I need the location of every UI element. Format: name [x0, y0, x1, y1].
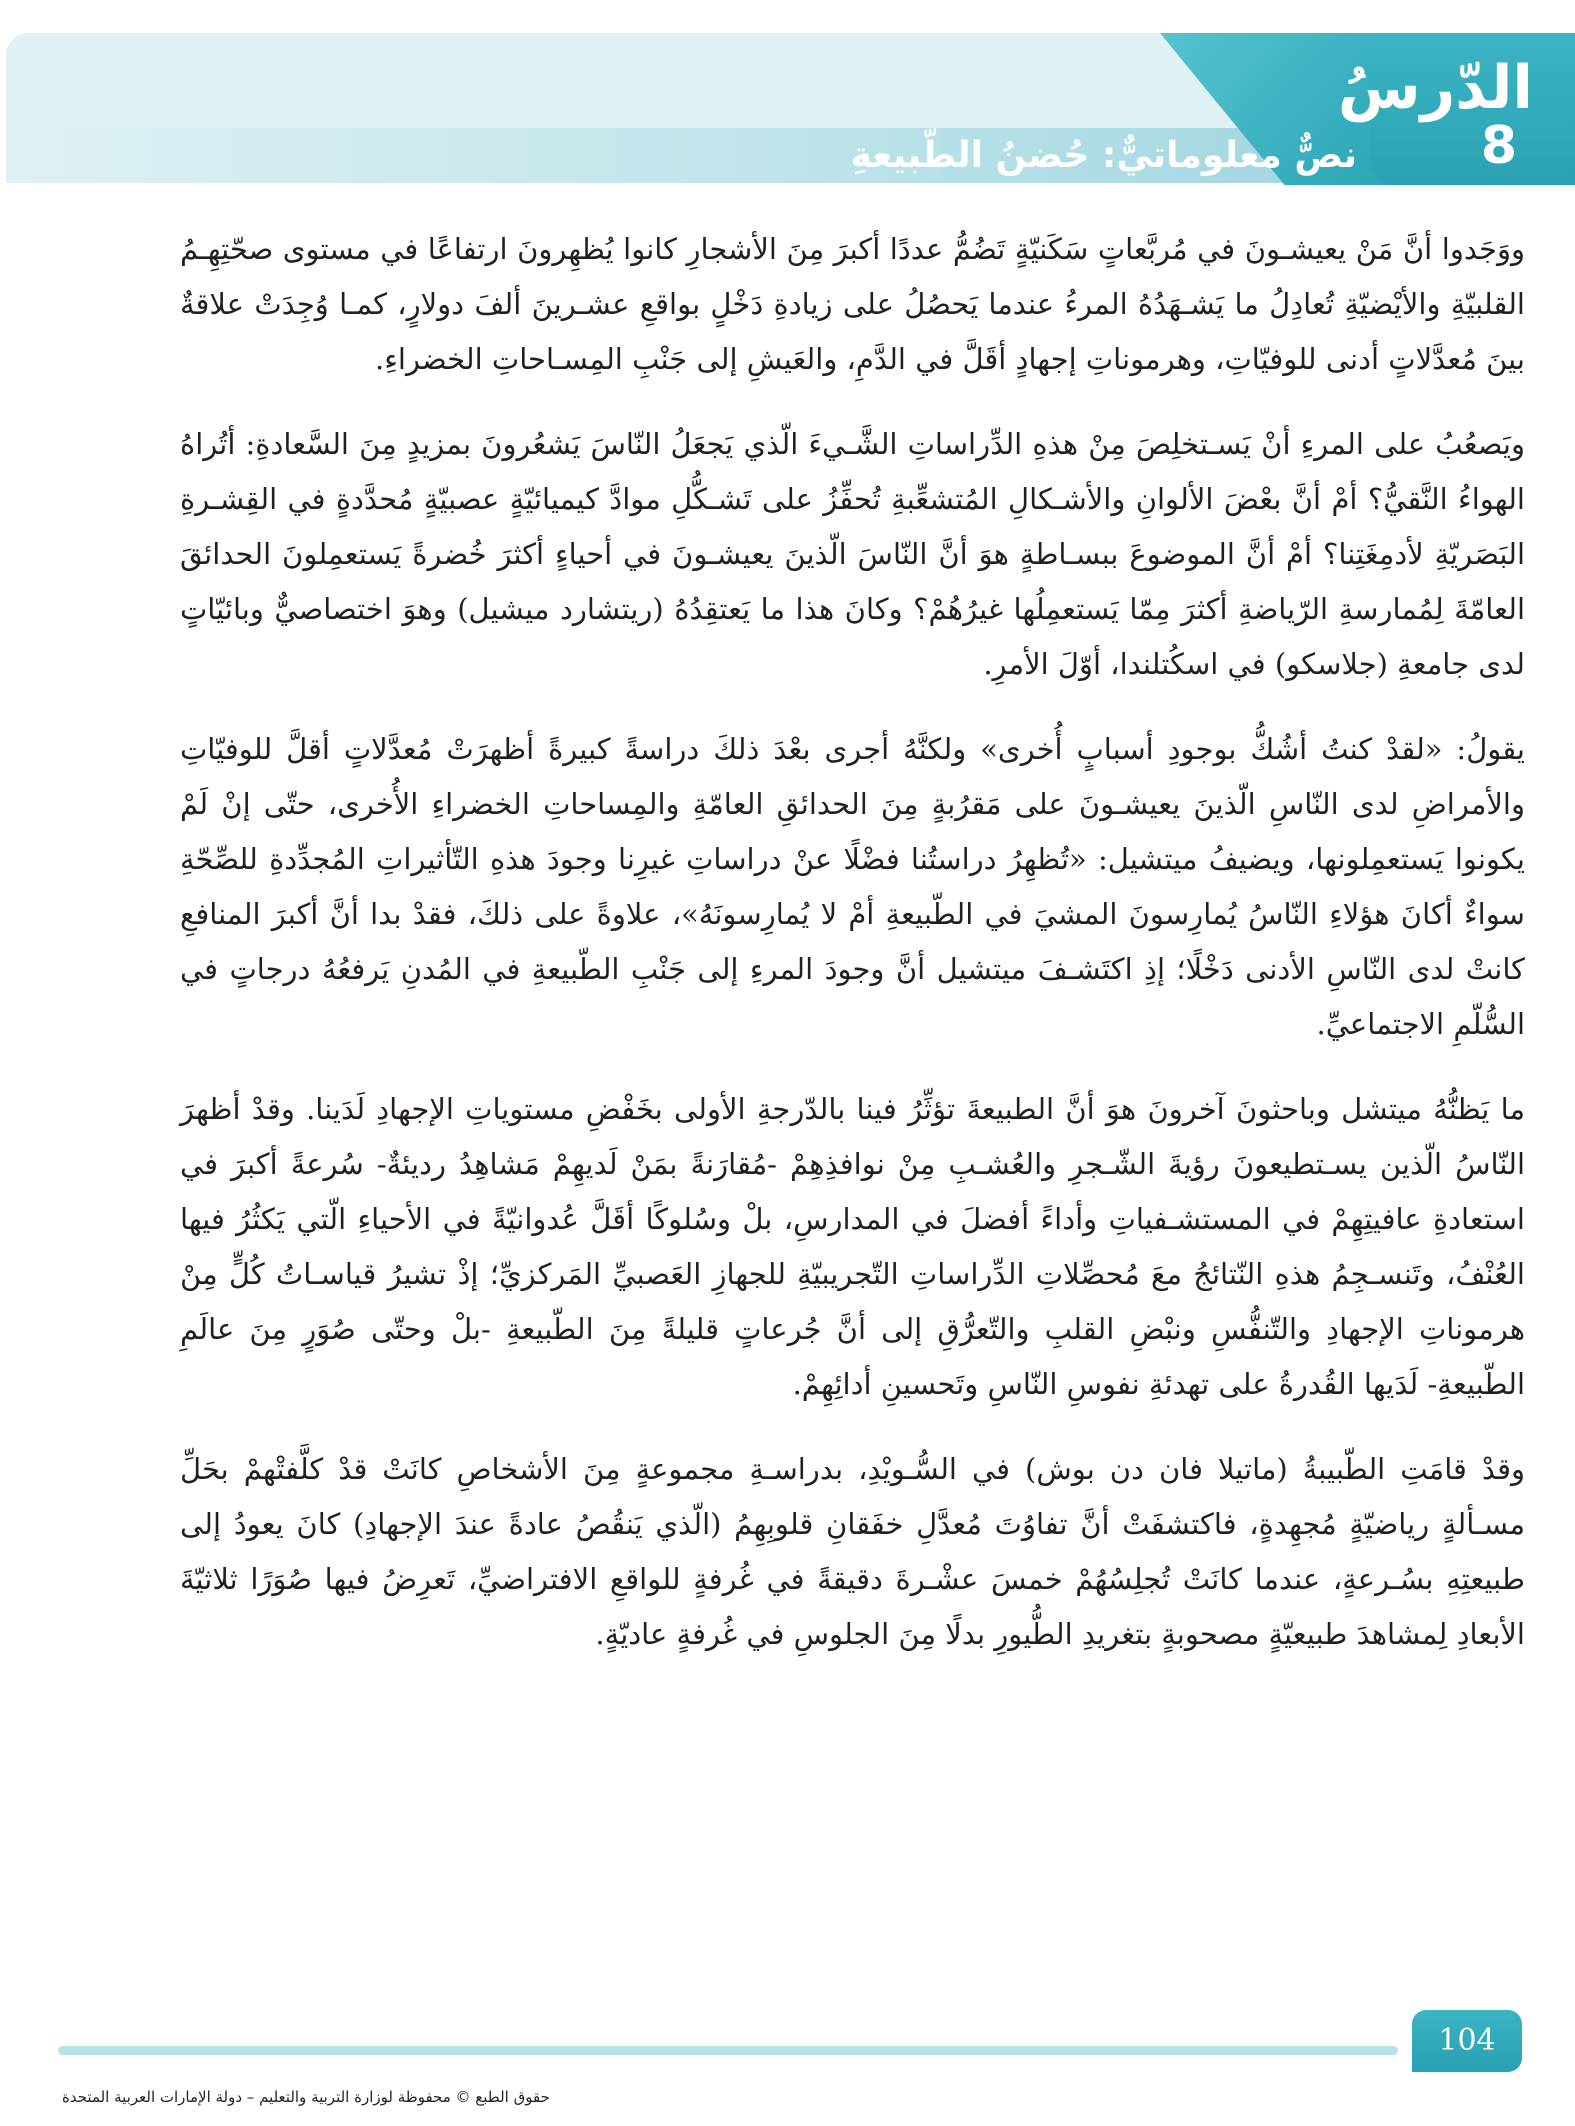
paragraph: ما يَظنُّهُ ميتشل وباحثونَ آخرونَ هوَ أنَّ الطبيعةَ تؤثِّرُ فينا بالدّرجةِ الأولى بخَفْضِ مستوياتِ الإجهادِ لَدَينا. وقدْ أظهرَ النّاسُ الّذين يسـتطيعونَ رؤيةَ الشّـجرِ والعُشـبِ مِنْ نوافذِهِمْ -مُقارَنةً بمَنْ لَديهِمْ مَشاهِدُ رديئةٌ- سُرعةً أكبرَ في استعادةِ عافيتِهِمْ في المستشـفياتِ وأداءً أفضلَ في المدارسِ، بلْ وسُلوكًا أقَلَّ عُدوانيّةً في الأحياءِ الّتي يَكثُرُ فيها العُنْفُ، وتَنسـجِمُ هذهِ النّتائجُ معَ مُحصِّلاتِ الدِّراساتِ التّجريبيّةِ للجهازِ العَصبيِّ المَركزيِّ؛ إذْ تشيرُ قياسـاتُ كُلٍّ مِنْ هرموناتِ الإجهادِ والتّنفُّسِ ونبْضِ القلبِ والتّعرُّقِ إلى أنَّ جُرعاتٍ قليلةً مِنَ الطّبيعةِ -بلْ وحتّى صُوَرٍ مِنَ عالَمِ الطّبيعةِ- لَدَيها القُدرةُ على تهدئةِ نفوسِ النّاسِ وتَحسينِ أدائِهِمْ. — [180, 1092, 1525, 1401]
lesson-title: نصٌّ معلوماتيٌّ: حُضنُ الطّبيعةِ — [850, 135, 1357, 176]
footer-divider — [58, 2046, 1398, 2055]
paragraph: وقدْ قامَتِ الطّبيبةُ (ماتيلا فان دن بوش) في السُّـويْدِ، بدراسـةِ مجموعةٍ مِنَ الأشخاصِ كانَتْ قدْ كلَّفتْهمْ بحَلِّ مسـألةٍ رياضيّةٍ مُجهِدةٍ، فاكتشفَتْ أنَّ تفاوُتَ مُعدَّلِ خفَقانِ قلوبِهِمُ (الّذي يَنقُصُ عادةً عندَ الإجهادِ) كانَ يعودُ إلى طبيعتِهِ بسُـرعةٍ، عندما كانَتْ تُجلِسُهُمْ خمسَ عشْـرةَ دقيقةً في غُرفةٍ للواقعِ الافتراضيِّ، تَعرِضُ فيها صُوَرًا ثلاثيّةَ الأبعادِ لِمشاهدَ طبيعيّةٍ مصحوبةٍ بتغريدِ الطُّيورِ بدلًا مِنَ الجلوسِ في غُرفةٍ عاديّةٍ. — [180, 1452, 1525, 1651]
paragraph: يقولُ: «لقدْ كنتُ أشُكُّ بوجودِ أسبابٍ أُخرى» ولكنَّهُ أجرى بعْدَ ذلكَ دراسةً كبيرةً أظهرَتْ مُعدَّلاتٍ أقلَّ للوفيّاتِ والأمراضِ لدى النّاسِ الّذينَ يعيشـونَ على مَقرُبةٍ مِنَ الحدائقِ العامّةِ والمِساحاتِ الخضراءِ الأُخرى، حتّى إنْ لَمْ يكونوا يَستعمِلونها، ويضيفُ ميتشيل: «تُظهِرُ دراستُنا فضْلًا عنْ دراساتِ غيرِنا وجودَ هذهِ التّأثيراتِ المُجدِّدةِ للصِّحّةِ سواءٌ أكانَ هؤلاءِ النّاسُ يُمارِسونَ المشيَ في الطّبيعةِ أمْ لا يُمارِسونَهُ»، علاوةً على ذلكَ، فقدْ بدا أنَّ أكبرَ المنافعِ كانتْ لدى النّاسِ الأدنى دَخْلًا؛ إذِ اكتَشـفَ ميتشيل أنَّ وجودَ المرءِ إلى جَنْبِ الطّبيعةِ في المُدنِ يَرفعُهُ درجاتٍ في السُّلّمِ الاجتماعيِّ. — [180, 732, 1525, 1041]
article-body — [180, 222, 1525, 1692]
paragraph: ووَجَدوا أنَّ مَنْ يعيشـونَ في مُربَّعاتٍ سَكَنيّةٍ تَضُمُّ عددًا أكبرَ مِنَ الأشجارِ كانوا يُظهِرونَ ارتفاعًا في مستوى صحّتِهِـمُ القلبيّةِ والأيْضيّةِ تُعادِلُ ما يَشـهَدُهُ المرءُ عندما يَحصُلُ على زيادةِ دَخْلٍ بواقعِ عشـرينَ ألفَ دولارٍ، كمـا وُجِدَتْ علاقةٌ بينَ مُعدَّلاتٍ أدنى للوفيّاتِ، وهرموناتِ إجهادٍ أقَلَّ في الدَّمِ، والعَيشِ إلى جَنْبِ المِسـاحاتِ الخضراءِ. — [180, 232, 1525, 376]
lesson-label: الدّرسُ — [1337, 53, 1533, 123]
copyright-notice: حقوق الطبع © محفوظة لوزارة التربية والتعليم – دولة الإمارات العربية المتحدة — [62, 2088, 550, 2106]
lesson-number: 8 — [1480, 116, 1517, 176]
page-number: 104 — [1412, 2010, 1522, 2072]
paragraph: ويَصعُبُ على المرءِ أنْ يَسـتخلِصَ مِنْ هذهِ الدِّراساتِ الشَّـيءَ الّذي يَجعَلُ النّاسَ يَشعُرونَ بمزيدٍ مِنَ السَّعادةِ: أتُراهُ الهواءُ النَّقيُّ؟ أمْ أنَّ بعْضَ الألوانِ والأشـكالِ المُتشعِّبةِ تُحفِّزُ على تَشـكُّلِ موادَّ كيميائيّةٍ عصبيّةٍ مُحدَّدةٍ في القِشـرةِ البَصَريّةِ لأدمِغَتِنا؟ أمْ أنَّ الموضوعَ ببسـاطةٍ هوَ أنَّ النّاسَ الّذينَ يعيشـونَ في أحياءٍ أكثرَ خُضرةً يَستعمِلونَ الحدائقَ العامّةَ لِمُمارسةِ الرّياضةِ أكثرَ مِمّا يَستعمِلُها غيرُهُمْ؟ وكانَ هذا ما يَعتقِدُهُ (ريتشارد ميشيل) وهوَ اختصاصيٌّ وبائيّاتٍ لدى جامعةِ (جلاسكو) في اسكُتلندا، أوّلَ الأمرِ. — [180, 427, 1525, 681]
